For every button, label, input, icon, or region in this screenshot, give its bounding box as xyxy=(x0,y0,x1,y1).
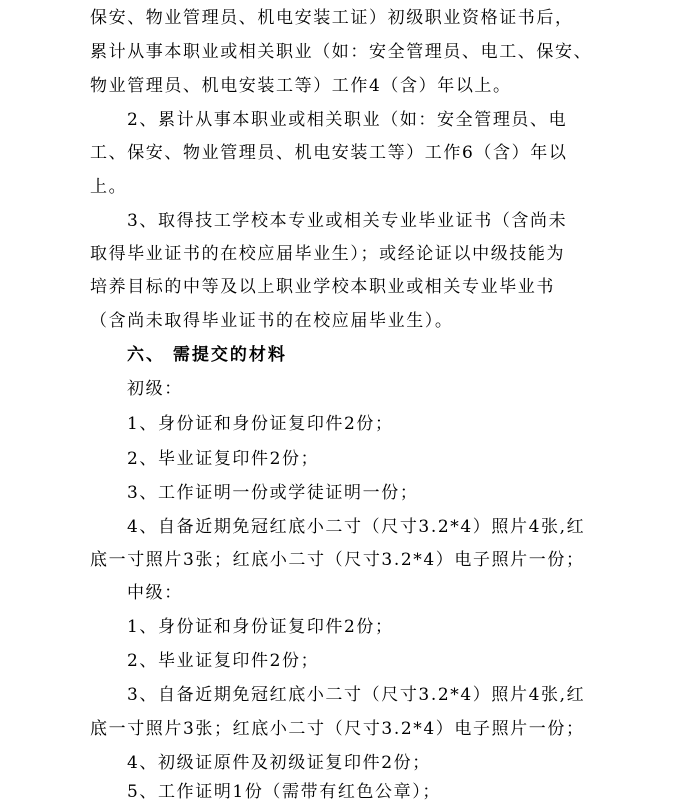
text-line: 保安、物业管理员、机电安装工证）初级职业资格证书后， xyxy=(90,8,574,28)
text-line: 底一寸照片3张；红底小二寸（尺寸3.2*4）电子照片一份； xyxy=(90,550,585,570)
text-line: 工、保安、物业管理员、机电安装工等）工作6（含）年以 xyxy=(90,143,568,163)
text-line: 5、工作证明1份（需带有红色公章）； xyxy=(127,782,441,802)
text-line: 4、自备近期免冠红底小二寸（尺寸3.2*4）照片4张,红 xyxy=(127,517,586,537)
text-line: 3、取得技工学校本专业或相关专业毕业证书（含尚未 xyxy=(127,211,568,231)
text-line: 中级： xyxy=(127,583,183,603)
text-line: 3、自备近期免冠红底小二寸（尺寸3.2*4）照片4张,红 xyxy=(127,685,586,705)
text-line: 3、工作证明一份或学徒证明一份； xyxy=(127,483,419,503)
text-line: （含尚未取得毕业证书的在校应届毕业生）。 xyxy=(90,311,454,331)
section-heading: 六、 需提交的材料 xyxy=(127,345,287,365)
text-line: 初级： xyxy=(127,379,183,399)
text-line: 2、累计从事本职业或相关职业（如：安全管理员、电 xyxy=(127,110,568,130)
text-line: 1、身份证和身份证复印件2份； xyxy=(127,414,394,434)
text-line: 取得毕业证书的在校应届毕业生）；或经论证以中级技能为 xyxy=(90,244,566,264)
text-line: 培养目标的中等及以上职业学校本职业或相关专业毕业书 xyxy=(90,277,555,297)
text-line: 累计从事本职业或相关职业（如：安全管理员、电工、保安、 xyxy=(90,42,593,62)
text-line: 2、毕业证复印件2份； xyxy=(127,651,320,671)
text-line: 底一寸照片3张；红底小二寸（尺寸3.2*4）电子照片一份； xyxy=(90,719,585,739)
text-line: 上。 xyxy=(90,177,128,197)
text-line: 4、初级证原件及初级证复印件2份； xyxy=(127,753,431,773)
text-line: 1、身份证和身份证复印件2份； xyxy=(127,617,394,637)
text-line: 物业管理员、机电安装工等）工作4（含）年以上。 xyxy=(90,76,512,96)
text-line: 2、毕业证复印件2份； xyxy=(127,449,320,469)
